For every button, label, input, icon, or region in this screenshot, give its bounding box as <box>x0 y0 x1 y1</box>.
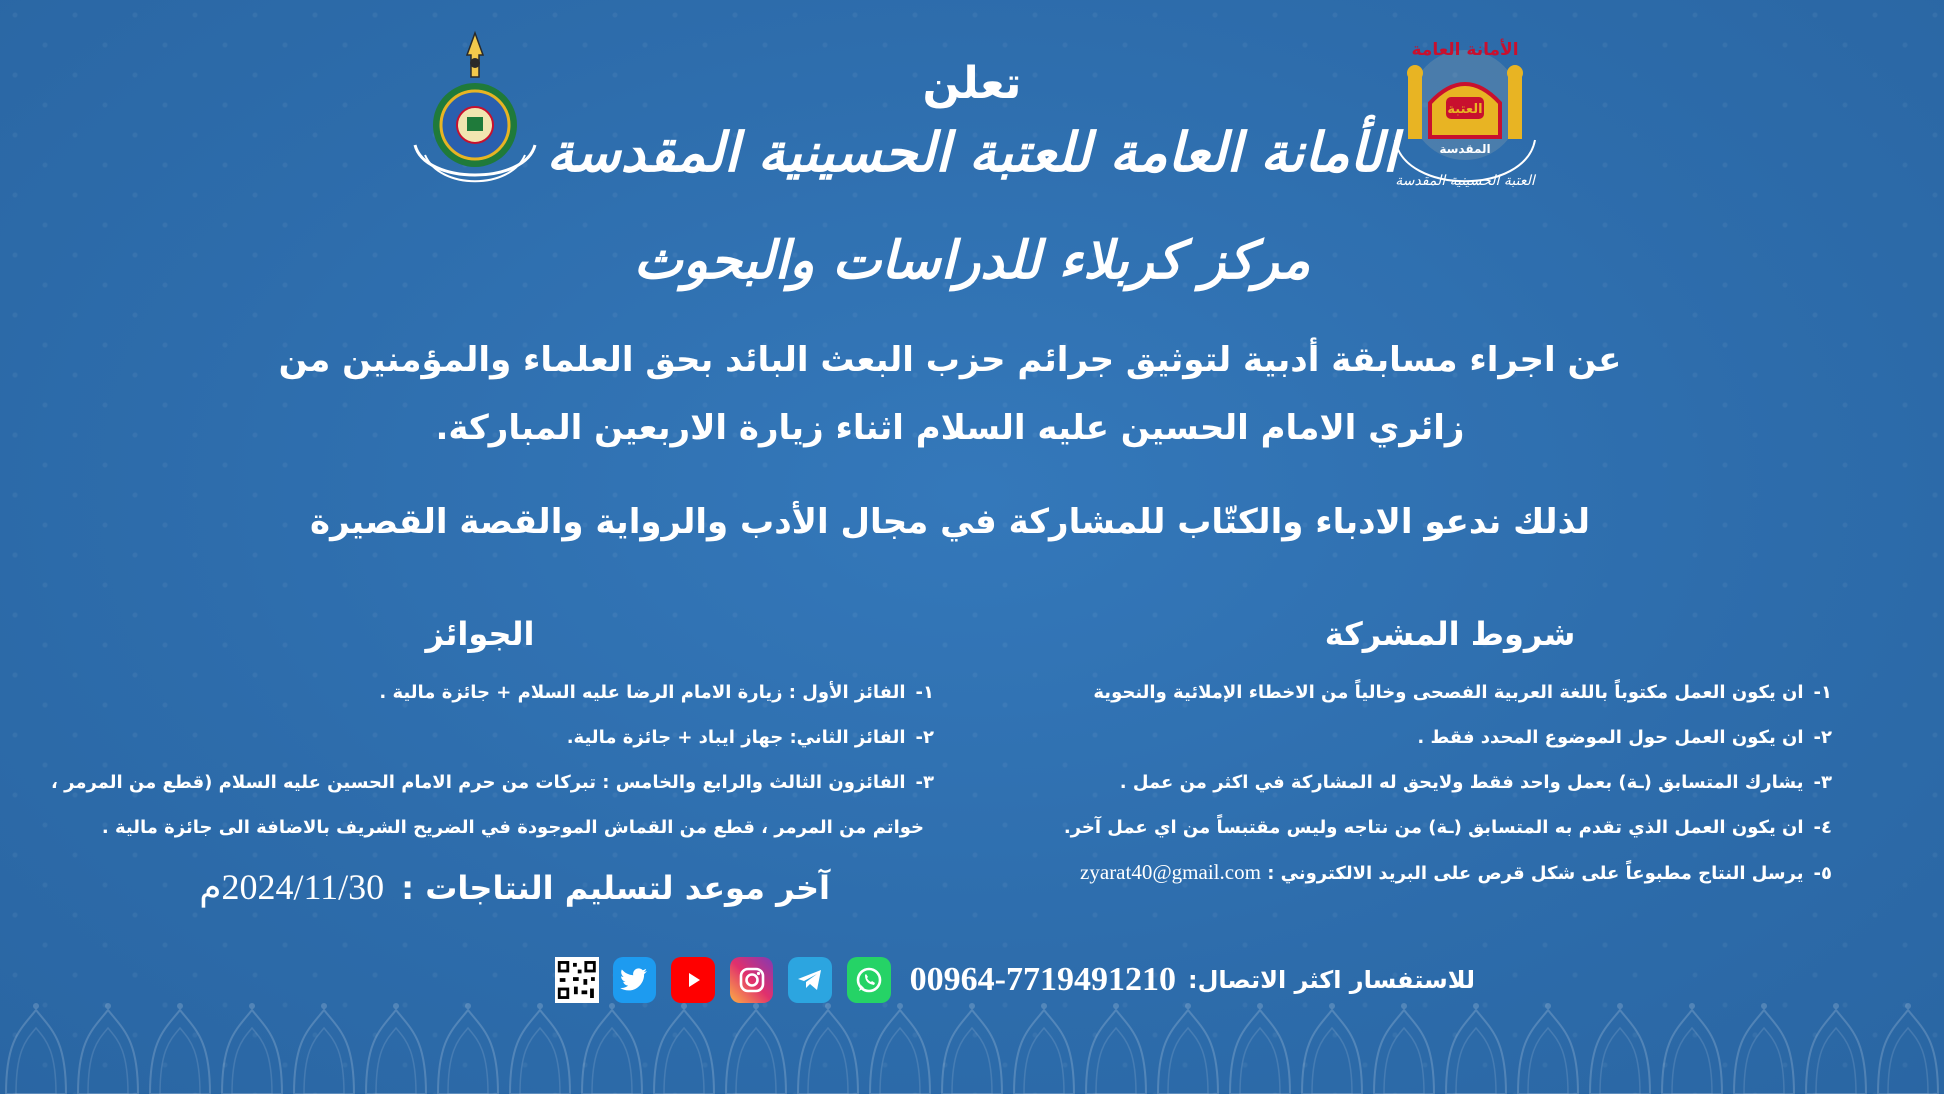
condition-item: ٤-ان يكون العمل الذي تقدم به المتسابق (ـة) من نتاجه وليس مقتبساً من اي عمل آخر. <box>1063 817 1832 838</box>
conditions-title: شروط المشركة <box>1324 615 1576 653</box>
svg-text:العتبة الحسينية المقدسة: العتبة الحسينية المقدسة <box>1395 173 1535 189</box>
condition-item: ٢-ان يكون العمل حول الموضوع المحدد فقط . <box>1417 727 1832 748</box>
intro-line-2: زائري الامام الحسين عليه السلام اثناء زيارة الاربعين المباركة. <box>435 408 1465 448</box>
center-title: مركز كربلاء للدراسات والبحوث <box>633 230 1311 291</box>
bottom-ornament <box>0 1000 1944 1094</box>
invitation-line: لذلك ندعو الادباء والكتّاب للمشاركة في مجال الأدب والرواية والقصة القصيرة <box>310 502 1590 542</box>
deadline-date: 2024/11/30م <box>199 867 385 907</box>
twitter-icon[interactable] <box>613 957 657 1003</box>
prize-item: ٣-الفائزون الثالث والرابع والخامس : تبركات من حرم الامام الحسين عليه السلام (قطع من المرمر ، <box>51 772 934 793</box>
inquiry-label: للاستفسار اكثر الاتصال: <box>1187 966 1475 994</box>
svg-text:الأمانة العامة: الأمانة العامة <box>1411 40 1519 60</box>
whatsapp-icon[interactable] <box>847 957 891 1003</box>
conditions-list <box>972 670 1832 895</box>
prize-item: ١-الفائز الأول : زيارة الامام الرضا عليه السلام + جائزة مالية . <box>379 682 934 703</box>
prizes-list <box>34 670 934 850</box>
announces-heading: تعلن <box>922 58 1022 109</box>
condition-item: ٥-يرسل النتاج مطبوعاً على شكل قرص على البريد الالكتروني : zyarat40@gmail.com <box>1080 860 1832 884</box>
condition-item: ١-ان يكون العمل مكتوباً باللغة العربية الفصحى وخالياً من الاخطاء الإملائية والنحوية <box>1093 682 1832 703</box>
deadline <box>199 866 830 908</box>
qr-code-icon[interactable] <box>555 957 599 1003</box>
prize-item: خواتم من المرمر ، قطع من القماش الموجودة في الضريح الشريف بالاضافة الى جائزة مالية . <box>101 817 924 838</box>
telegram-icon[interactable] <box>788 957 832 1003</box>
youtube-icon[interactable] <box>671 957 715 1003</box>
svg-text:العتبة: العتبة <box>1447 102 1483 117</box>
instagram-icon[interactable] <box>730 957 774 1003</box>
deadline-label: آخر موعد لتسليم النتاجات : <box>401 869 830 907</box>
prize-item: ٢-الفائز الثاني: جهاز ايباد + جائزة مالية. <box>566 727 934 748</box>
svg-text:المقدسة: المقدسة <box>1439 142 1491 156</box>
prizes-title: الجوائز <box>425 615 535 653</box>
phone-number[interactable]: 00964-7719491210 <box>909 961 1176 998</box>
condition-item: ٣-يشارك المتسابق (ـة) بعمل واحد فقط ولايحق له المشاركة في اكثر من عمل . <box>1119 772 1832 793</box>
intro-line-1: عن اجراء مسابقة أدبية لتوثيق جرائم حزب البعث البائد بحق العلماء والمؤمنين من <box>278 340 1622 380</box>
organization-title: الأمانة العامة للعتبة الحسينية المقدسة <box>546 120 1398 184</box>
email-address[interactable]: zyarat40@gmail.com <box>1080 860 1261 884</box>
